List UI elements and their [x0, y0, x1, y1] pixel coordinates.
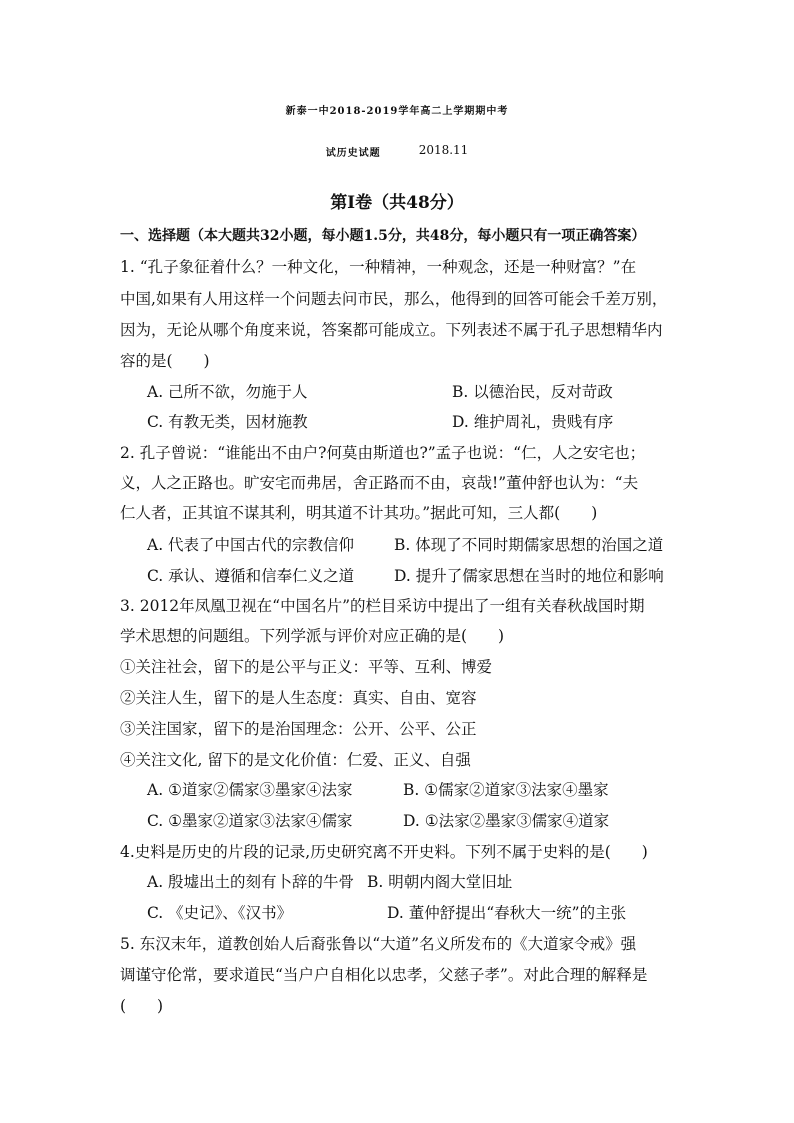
q1-line-4: 容的是( ) [120, 352, 210, 370]
exam-title-line1 [0, 102, 794, 117]
title-text-1: 新泰一中2018-2019学年高二上学期期中考 [285, 106, 509, 117]
q3-option-c: C. ①墨家②道家③法家④儒家 [147, 812, 353, 830]
q1-option-a: A. 己所不欲，勿施于人 [147, 383, 308, 401]
q4-option-c: C. 《史记》、《汉书》 [147, 904, 293, 922]
q5-line-3: ( ) [120, 997, 164, 1015]
q1-option-b: B. 以德治民，反对苛政 [452, 383, 613, 401]
title-text-2: 试历史试题 [325, 148, 381, 159]
q3-option-b: B. ①儒家②道家③法家④墨家 [403, 781, 609, 799]
q4-option-a: A. 殷墟出土的刻有卜辞的牛骨 [147, 873, 355, 891]
part-heading: 一、选择题（本大题共32小题，每小题1.5分，共48分，每小题只有一项正确答案） [120, 228, 646, 244]
q1-option-c: C. 有教无类，因材施教 [147, 413, 308, 431]
exam-title-line2 [0, 143, 794, 159]
section-title: 第Ⅰ卷（共48分） [330, 193, 464, 213]
q4-line-1: 4.史料是历史的片段的记录,历史研究离不开史料。下列不属于史料的是( ) [120, 843, 648, 861]
q5-line-2: 调谨守伦常，要求道民“当户户自相化以忠孝，父慈子孝”。对此合理的解释是 [120, 966, 648, 984]
q2-option-a: A. 代表了中国古代的宗教信仰 [147, 536, 355, 554]
q1-option-d: D. 维护周礼，贵贱有序 [452, 413, 614, 431]
q4-option-b: B. 明朝内阁大堂旧址 [367, 873, 513, 891]
q3-line-2: 学术思想的问题组。下列学派与评价对应正确的是( ) [120, 627, 505, 645]
q3-option-d: D. ①法家②墨家③儒家④道家 [403, 812, 610, 830]
q2-line-3: 仁人者，正其谊不谋其利，明其道不计其功。”据此可知，三人都( ) [120, 504, 598, 522]
q3-statement-3: ③关注国家，留下的是治国理念：公开、公平、公正 [120, 720, 477, 738]
exam-date: 2018.11 [418, 143, 469, 157]
q3-line-1: 3. 2012年凤凰卫视在“中国名片”的栏目采访中提出了一组有关春秋战国时期 [120, 597, 645, 615]
q2-option-c: C. 承认、遵循和信奉仁义之道 [147, 567, 355, 585]
q2-option-d: D. 提升了儒家思想在当时的地位和影响 [394, 567, 664, 585]
q1-line-3: 因为，无论从哪个角度来说，答案都可能成立。下列表述不属于孔子思想精华内 [120, 321, 663, 339]
q2-line-1: 2. 孔子曾说：“谁能出不由户?何莫由斯道也?”孟子也说：“仁，人之安宅也； [120, 444, 646, 462]
q3-statement-1: ①关注社会，留下的是公平与正义：平等、互利、博爱 [120, 658, 493, 676]
q5-line-1: 5. 东汉末年，道教创始人后裔张鲁以“大道”名义所发布的《大道家令戒》强 [120, 935, 637, 953]
q4-option-d: D. 董仲舒提出“春秋大一统”的主张 [387, 904, 627, 922]
q2-line-2: 义，人之正路也。旷安宅而弗居，舍正路而不由，哀哉!”董仲舒也认为：“夫 [120, 474, 639, 492]
q3-statement-2: ②关注人生，留下的是人生态度：真实、自由、宽容 [120, 689, 477, 707]
q3-option-a: A. ①道家②儒家③墨家④法家 [147, 781, 353, 799]
q1-line-1: 1. “孔子象征着什么？一种文化，一种精神，一种观念，还是一种财富？”在 [120, 258, 637, 276]
q2-option-b: B. 体现了不同时期儒家思想的治国之道 [394, 536, 664, 554]
q3-statement-4: ④关注文化, 留下的是文化价值：仁爱、正义、自强 [120, 751, 471, 769]
q1-line-2: 中国,如果有人用这样一个问题去问市民，那么，他得到的回答可能会千差万别， [120, 290, 668, 308]
